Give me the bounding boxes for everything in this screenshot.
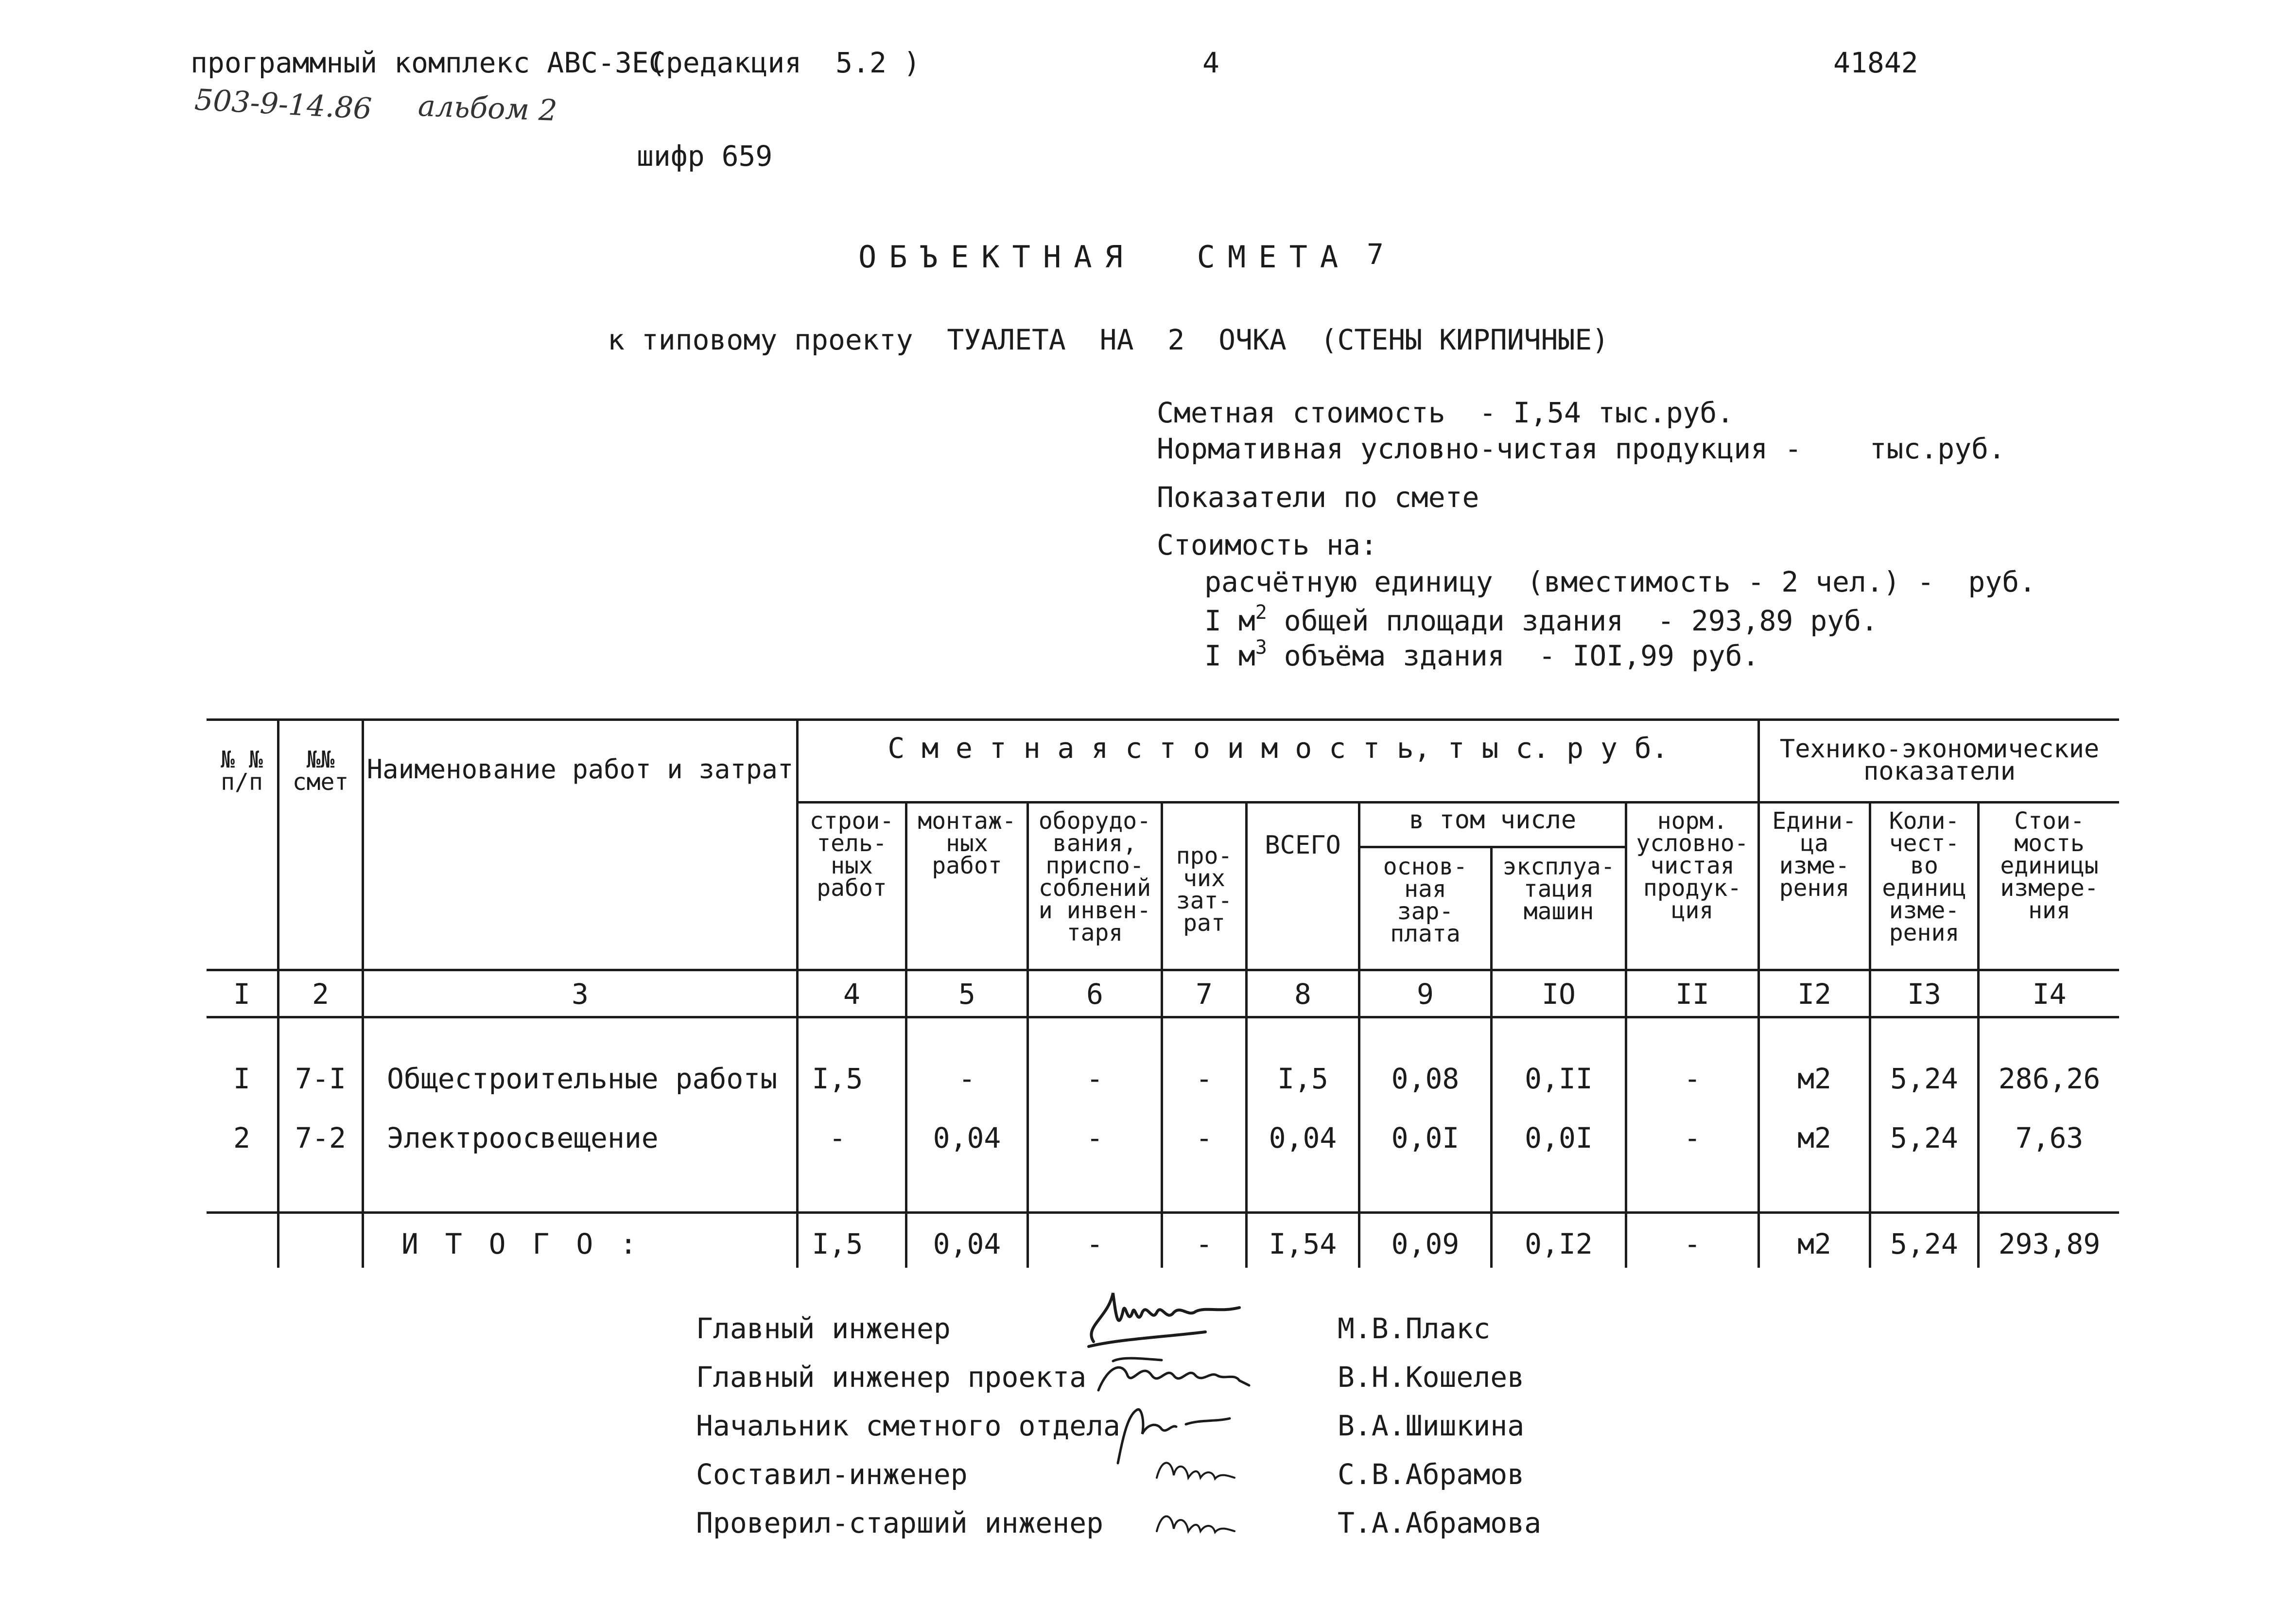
header-installation-works: монтаж- ных работ xyxy=(918,807,1016,879)
cost-per-m2: I $м^2$ общей площади здания - 293,89 руб. xyxy=(1204,601,1878,637)
machine-operation: 0,II xyxy=(1525,1062,1593,1095)
program-edition: (редакция 5.2 ) xyxy=(649,46,921,79)
cost-on-heading: Стоимость на: xyxy=(1157,528,1377,561)
base-wages: 0,09 xyxy=(1391,1227,1460,1260)
construction-cost: I,5 xyxy=(812,1062,863,1095)
indicators-heading: Показатели по смете xyxy=(1157,481,1479,514)
header-including: в том числе xyxy=(1409,805,1577,835)
estimate-number: 7-I xyxy=(295,1062,346,1095)
column-number: 3 xyxy=(572,978,589,1011)
col-divider xyxy=(1245,801,1248,1268)
handwritten-signature xyxy=(1152,1502,1249,1548)
header-work-name: Наименование работ и затрат xyxy=(366,754,794,785)
header-row-number: № № п/п xyxy=(221,746,263,796)
cipher: шифр 659 xyxy=(637,140,773,173)
column-number: 6 xyxy=(1086,978,1103,1011)
column-number: IO xyxy=(1542,978,1576,1011)
signature-role: Начальник сметного отдела xyxy=(696,1409,1120,1442)
header-estimate-number: №№ смет xyxy=(292,746,349,796)
other-cost: - xyxy=(1196,1227,1213,1260)
row-number: 2 xyxy=(233,1121,250,1154)
column-number: II xyxy=(1675,978,1709,1011)
normative-product: - xyxy=(1684,1062,1701,1095)
program-name: программный комплекс АВС-ЗЕС xyxy=(191,46,666,79)
installation-cost: 0,04 xyxy=(933,1227,1001,1260)
header-other-costs: про- чих зат- рат xyxy=(1176,842,1233,937)
document-subtitle: к типовому проекту ТУАЛЕТА НА 2 ОЧКА (СТЕНЫ КИРПИЧНЫЕ) xyxy=(608,323,1609,356)
estimate-number: 7-2 xyxy=(295,1121,346,1154)
column-number: 9 xyxy=(1417,978,1434,1011)
header-total: ВСЕГО xyxy=(1265,831,1341,860)
signature-name: Т.А.Абрамова xyxy=(1338,1506,1542,1539)
construction-cost: I,5 xyxy=(812,1227,863,1260)
work-name: Общестроительные работы xyxy=(387,1062,778,1095)
base-wages: 0,0I xyxy=(1391,1121,1460,1154)
header-normative-product: норм. условно- чистая продук- ция xyxy=(1636,807,1749,924)
handwritten-reference: 503-9-14.86 xyxy=(193,83,373,126)
header-tech-economic-group: Технико-экономические показатели xyxy=(1779,734,2100,786)
column-number: I xyxy=(233,978,250,1011)
handwritten-signature xyxy=(1152,1449,1249,1494)
handwritten-album: альбом 2 xyxy=(417,89,558,128)
signature-role: Составил-инженер xyxy=(696,1458,968,1491)
construction-cost: - xyxy=(829,1121,846,1154)
unit-of-measure: м2 xyxy=(1797,1121,1831,1154)
row-number: I xyxy=(233,1062,250,1095)
machine-operation: 0,I2 xyxy=(1525,1227,1593,1260)
page-number: 4 xyxy=(1202,46,1219,79)
document-number: 41842 xyxy=(1833,46,1918,79)
table-subheader-rule xyxy=(797,801,2119,804)
header-base-wages: основ- ная зар- плата xyxy=(1383,853,1468,947)
quantity: 5,24 xyxy=(1890,1062,1958,1095)
signature-name: С.В.Абрамов xyxy=(1338,1458,1525,1491)
column-number: I4 xyxy=(2032,978,2067,1011)
unit-cost: 293,89 xyxy=(1998,1227,2101,1260)
signature-role: Главный инженер проекта xyxy=(696,1361,1087,1394)
header-unit-cost: Стои- мость единицы измере- ния xyxy=(2000,807,2099,924)
equipment-cost: - xyxy=(1086,1062,1103,1095)
table-top-rule xyxy=(207,718,2119,721)
equipment-cost: - xyxy=(1086,1227,1103,1260)
unit-of-measure: м2 xyxy=(1797,1062,1831,1095)
total-cost: I,54 xyxy=(1269,1227,1337,1260)
normative-product: - xyxy=(1684,1227,1701,1260)
normative-product: Нормативная условно-чистая продукция - тыс.руб. xyxy=(1157,432,2005,465)
estimate-number: 7 xyxy=(1367,238,1384,271)
column-number: 7 xyxy=(1196,978,1213,1011)
normative-product: - xyxy=(1684,1121,1701,1154)
installation-cost: 0,04 xyxy=(933,1121,1001,1154)
column-number: 2 xyxy=(312,978,329,1011)
handwritten-signature xyxy=(1094,1346,1269,1402)
machine-operation: 0,0I xyxy=(1525,1121,1593,1154)
unit-cost: 7,63 xyxy=(2015,1121,2084,1154)
other-cost: - xyxy=(1196,1062,1213,1095)
column-number: 5 xyxy=(958,978,975,1011)
other-cost: - xyxy=(1196,1121,1213,1154)
header-machine-operation: эксплуа- тация машин xyxy=(1502,853,1615,925)
signature-role: Главный инженер xyxy=(696,1312,951,1345)
header-estimated-cost-group: С м е т н а я с т о и м о с т ь, т ы с. р у б. xyxy=(887,732,1669,765)
header-unit-of-measure: Едини- ца изме- рения xyxy=(1772,807,1857,902)
total-cost: I,5 xyxy=(1277,1062,1328,1095)
cost-per-m3: I $м^3$ объёма здания - IOI,99 руб. xyxy=(1204,636,1759,672)
base-wages: 0,08 xyxy=(1391,1062,1460,1095)
quantity: 5,24 xyxy=(1890,1121,1958,1154)
signature-name: М.В.Плакс xyxy=(1338,1312,1491,1345)
signature-name: В.Н.Кошелев xyxy=(1338,1361,1525,1394)
header-quantity: Коли- чест- во единиц изме- рения xyxy=(1882,807,1966,946)
work-name: Электроосвещение xyxy=(387,1121,659,1154)
estimated-cost: Сметная стоимость - I,54 тыс.руб. xyxy=(1157,396,1734,429)
cost-per-unit: расчётную единицу (вместимость - 2 чел.) - руб. xyxy=(1204,565,2036,598)
unit-of-measure: м2 xyxy=(1797,1227,1831,1260)
column-number: I3 xyxy=(1907,978,1941,1011)
document-title: ОБЪЕКТНАЯ СМЕТА xyxy=(858,239,1351,275)
quantity: 5,24 xyxy=(1890,1227,1958,1260)
header-construction-works: строи- тель- ных работ xyxy=(809,807,894,902)
header-equipment: оборудо- вания, приспо- соблений и инвен- таря xyxy=(1038,807,1151,946)
signature-role: Проверил-старший инженер xyxy=(696,1506,1104,1539)
installation-cost: - xyxy=(958,1062,975,1095)
total-cost: 0,04 xyxy=(1269,1121,1337,1154)
column-number: I2 xyxy=(1797,978,1831,1011)
column-number: 8 xyxy=(1294,978,1311,1011)
unit-cost: 286,26 xyxy=(1998,1062,2101,1095)
signature-name: В.А.Шишкина xyxy=(1338,1409,1525,1442)
column-number: 4 xyxy=(843,978,860,1011)
total-label: И Т О Г О : xyxy=(401,1227,642,1260)
equipment-cost: - xyxy=(1086,1121,1103,1154)
